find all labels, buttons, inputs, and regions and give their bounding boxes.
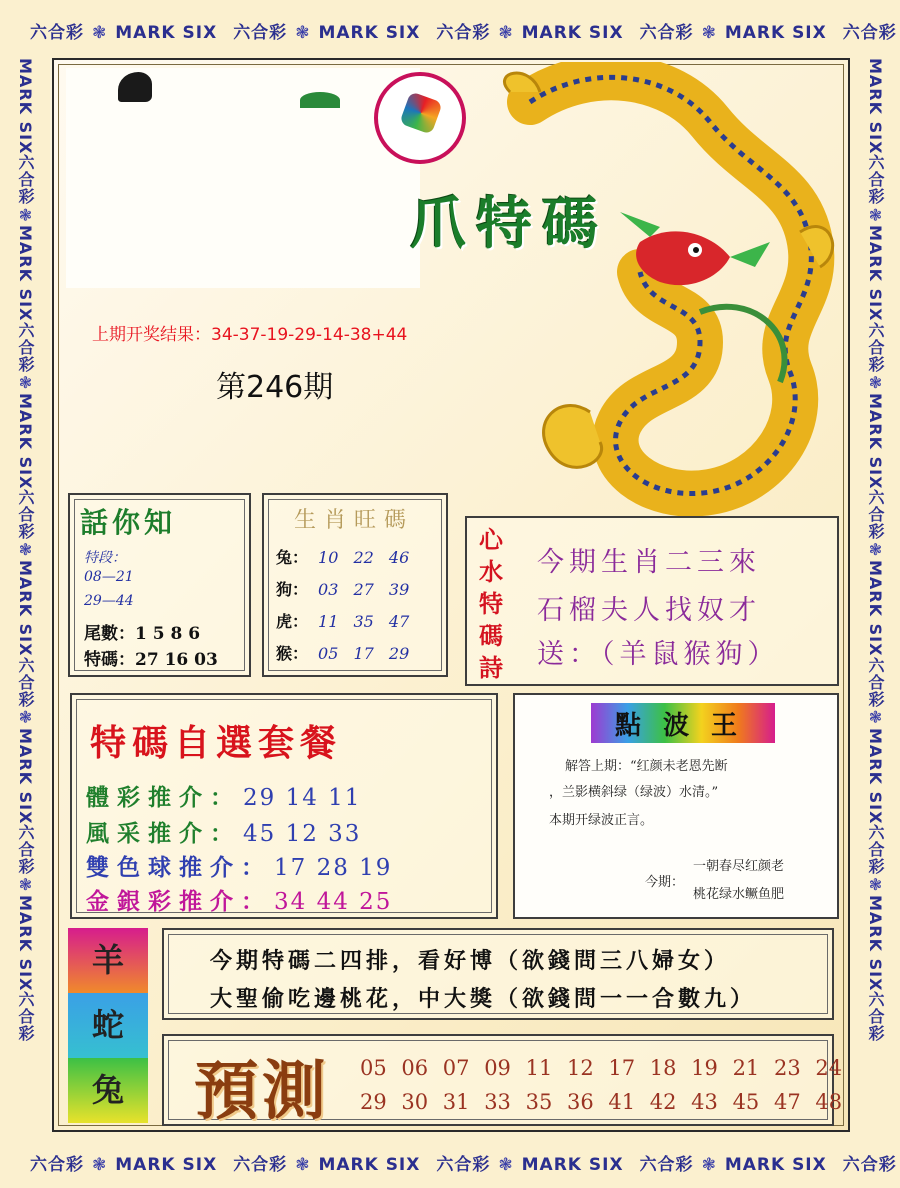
answer-line: ，兰影横斜绿（绿波）水清。” <box>549 785 719 800</box>
duan-range-2: 29—44 <box>84 593 134 609</box>
package-value: 34 44 25 <box>274 889 393 915</box>
zodiac-name: 狗： <box>276 580 309 599</box>
border-bottom-text: 六合彩 ❃ MARK SIX 六合彩 ❃ MARK SIX 六合彩 ❃ MARK SIX 六合彩 ❃ MARK SIX 六合彩 <box>30 1155 897 1175</box>
sheng-xiao-title: 生肖旺碼 <box>294 508 415 533</box>
zodiac-name: 虎： <box>276 612 309 631</box>
package-value: 17 28 19 <box>274 855 393 881</box>
prediction-numbers: 05 06 07 09 11 12 17 18 19 21 23 24 <box>360 1056 843 1080</box>
border-bottom <box>0 1132 900 1188</box>
package-value: 45 12 33 <box>243 821 362 847</box>
slogan-line: 今期特碼二四排，看好博（欲錢問三八婦女） <box>210 948 731 974</box>
duan-label: 特段： <box>84 550 126 566</box>
today-line: 一朝春尽红颜老 <box>693 859 785 874</box>
package-label: 金銀彩推介： <box>86 888 272 915</box>
poem-label: 心水特碼詩 <box>479 525 503 682</box>
today-label: 今期： <box>645 875 685 890</box>
package-row <box>86 849 392 882</box>
wave-king-box <box>513 693 839 919</box>
duan-range-1: 08—21 <box>84 569 134 585</box>
package-label: 體彩推介： <box>86 784 241 811</box>
package-label: 雙色球推介： <box>86 854 272 881</box>
poem-line: 送：（羊鼠猴狗） <box>537 639 780 670</box>
package-row <box>86 883 392 916</box>
period-number: 第246期 <box>216 370 334 405</box>
zodiac-row <box>276 545 409 568</box>
zodiac-row <box>276 609 409 632</box>
zodiac-numbers: 05 17 29 <box>318 644 410 663</box>
dragon-illustration <box>470 62 850 522</box>
slogan-line: 大聖偷吃邊桃花，中大獎（欲錢問一一合數九） <box>210 986 757 1012</box>
tail-numbers: 尾數：1 5 8 6 <box>84 624 201 644</box>
zodiac-numbers: 10 22 46 <box>318 548 410 567</box>
package-value: 29 14 11 <box>243 785 362 811</box>
last-result: 上期开奖结果：34-37-19-29-14-38+44 <box>92 325 408 345</box>
slogan-box <box>162 928 834 1020</box>
side-zodiac: 兔 <box>68 1058 148 1123</box>
poem-box <box>465 516 839 686</box>
prediction-label: 預測 <box>194 1054 330 1129</box>
border-right-text: MARK SIX六合彩❃MARK SIX六合彩❃MARK SIX六合彩❃MARK SIX六合彩❃MARK SIX六合彩❃MARK SIX六合彩 <box>866 58 885 1043</box>
hua-ni-zhi-title: 話你知 <box>80 506 177 539</box>
package-row <box>86 779 361 812</box>
border-right <box>850 58 900 1132</box>
wave-king-title: 點波王 <box>614 711 759 741</box>
hua-ni-zhi-box <box>68 493 251 677</box>
today-line: 桃花绿水鳜鱼肥 <box>693 887 785 902</box>
border-top-text: 六合彩 ❃ MARK SIX 六合彩 ❃ MARK SIX 六合彩 ❃ MARK SIX 六合彩 ❃ MARK SIX 六合彩 <box>30 23 897 43</box>
zodiac-row <box>276 577 409 600</box>
ink-brush-mark <box>118 72 152 102</box>
side-zodiac: 羊 <box>68 928 148 993</box>
poem-line: 今期生肖二三來 <box>537 547 761 578</box>
poem-line: 石榴夫人找奴才 <box>537 595 761 626</box>
package-title: 特碼自選套餐 <box>90 722 343 764</box>
page-title: 爪特碼 <box>410 191 608 257</box>
zodiac-row <box>276 641 409 664</box>
zodiac-name: 猴： <box>276 644 309 663</box>
prediction-box <box>162 1034 843 1129</box>
zodiac-side-column <box>68 928 148 1124</box>
zodiac-numbers: 03 27 39 <box>318 580 410 599</box>
border-left <box>0 58 50 1132</box>
side-zodiac: 蛇 <box>68 993 148 1058</box>
border-top <box>0 0 900 58</box>
lottery-logo-icon <box>374 72 466 164</box>
zodiac-numbers: 11 35 47 <box>318 612 410 631</box>
package-row <box>86 815 361 848</box>
answer-line: 解答上期：“红颜未老恩先断 <box>565 759 728 774</box>
green-mark <box>300 92 340 108</box>
border-left-text: MARK SIX六合彩❃MARK SIX六合彩❃MARK SIX六合彩❃MARK SIX六合彩❃MARK SIX六合彩❃MARK SIX六合彩 <box>16 58 35 1043</box>
prediction-numbers: 29 30 31 33 35 36 41 42 43 45 47 48 <box>360 1090 843 1114</box>
zodiac-name: 兔： <box>276 548 309 567</box>
sheng-xiao-box <box>262 493 448 677</box>
answer-line: 本期开绿波正言。 <box>549 813 654 828</box>
package-label: 風采推介： <box>86 820 241 847</box>
special-numbers: 特碼：27 16 03 <box>84 650 218 670</box>
package-box <box>70 693 498 919</box>
